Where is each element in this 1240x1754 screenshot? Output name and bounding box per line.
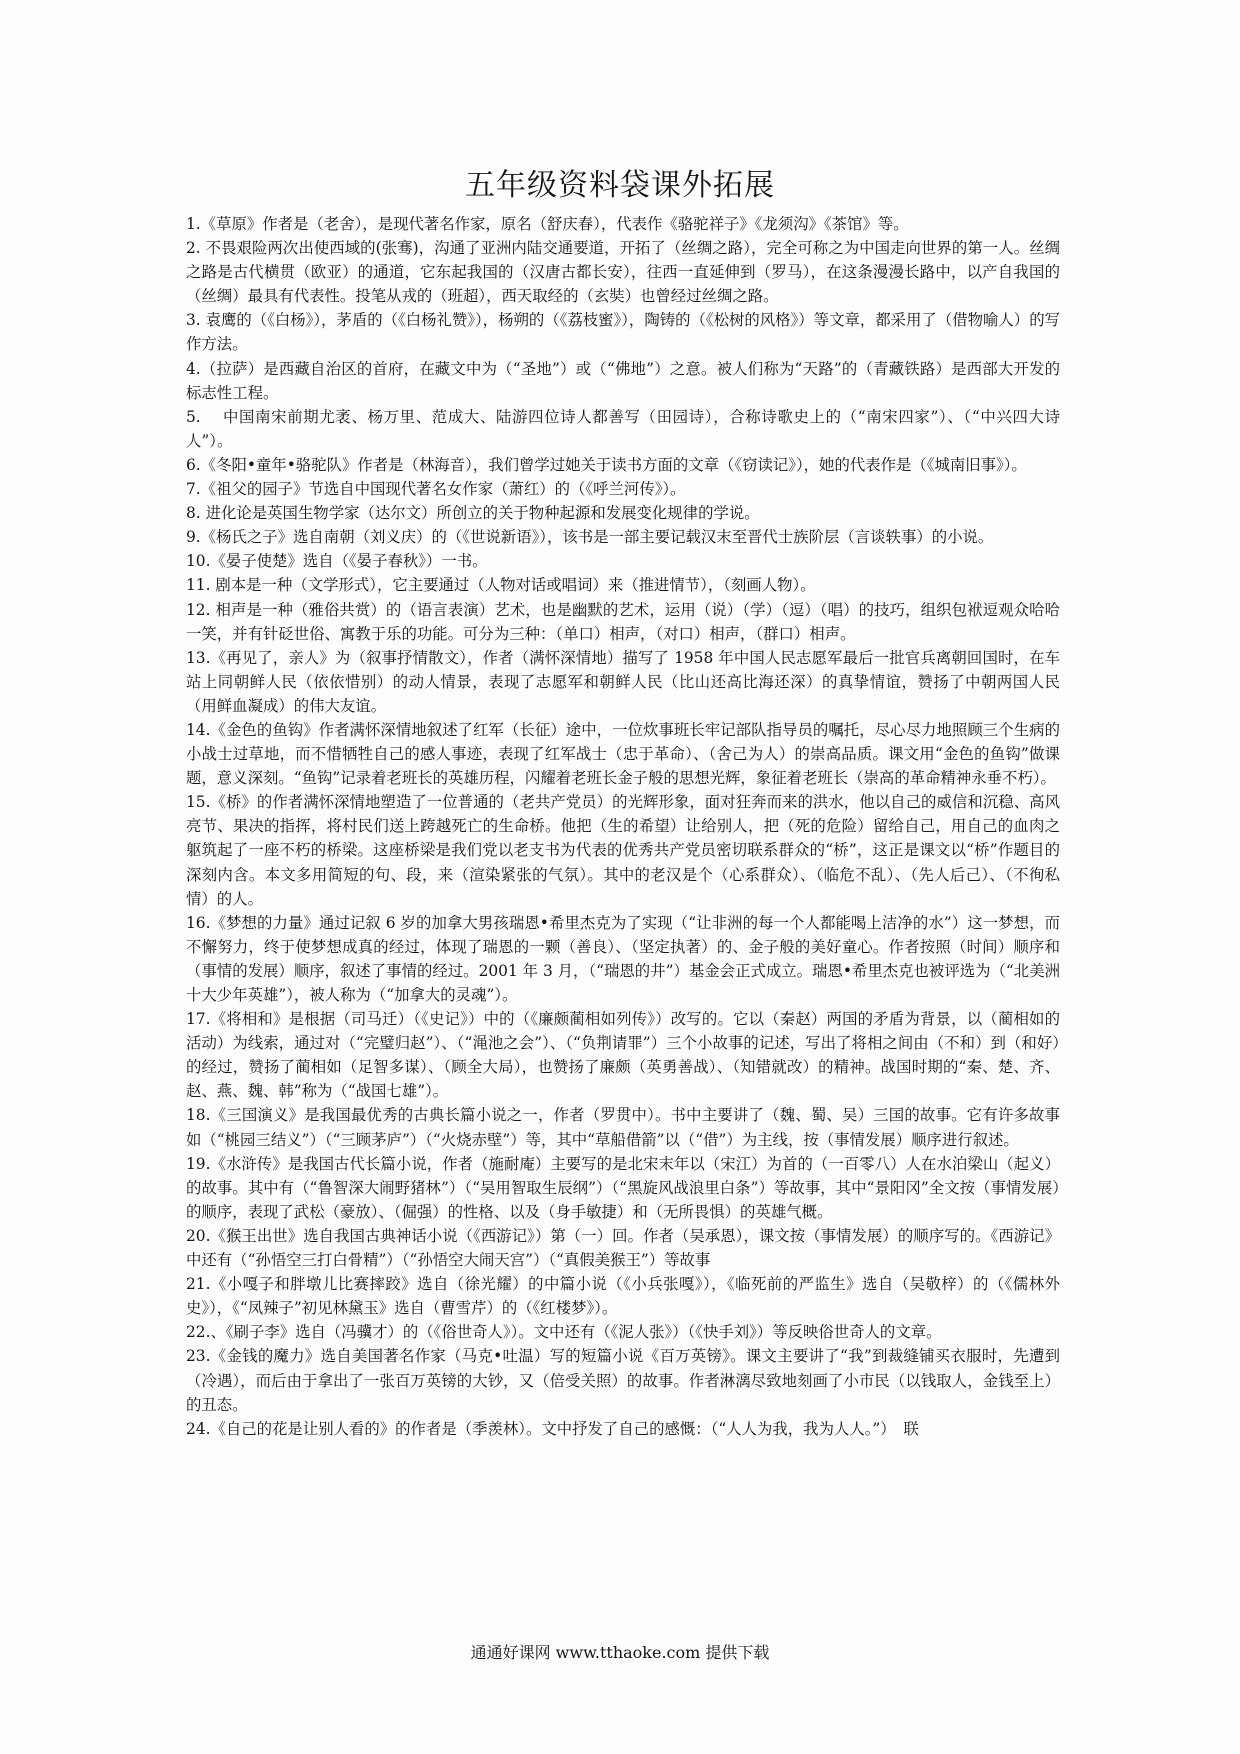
paragraph-item-5: 5. 中国南宋前期尤袤、杨万里、范成大、陆游四位诗人都善写（田园诗），合称诗歌史上的（“南宋四家”）、（“中兴四大诗人”）。	[186, 407, 1060, 450]
paragraph-item-13: 13.《再见了，亲人》为（叙事抒情散文），作者（满怀深情地）描写了 1958 年中国人民志愿军最后一批官兵离朝回国时，在车站上同朝鲜人民（依依惜别）的动人情景，表现了志愿军和朝鲜人民（比山还高比海还深）的真挚情谊，赞扬了中朝两国人民（用鲜血凝成）的伟大友谊。	[186, 648, 1060, 715]
paragraph-item-11: 11. 剧本是一种（文学形式），它主要通过（人物对话或唱词）来（推进情节），（刻画人物）。	[186, 576, 816, 595]
paragraph-item-10: 10.《晏子使楚》选自（《晏子春秋》）一书。	[186, 552, 488, 571]
paragraph-item-23: 23.《金钱的魔力》选自美国著名作家（马克•吐温）写的短篇小说《百万英镑》。课文主要讲了“我”到裁缝铺买衣服时，先遭到（冷遇），而后由于拿出了一张百万英镑的大钞，又（倍受关照）的故事。作者淋漓尽致地刻画了小市民（以钱取人，金钱至上）的丑态。	[186, 1347, 1060, 1414]
paragraph-item-19: 19.《水浒传》是我国古代长篇小说，作者（施耐庵）主要写的是北宋末年以（宋江）为首的（一百零八）人在水泊梁山（起义）的故事。其中有（“鲁智深大闹野猪林”）（“吴用智取生辰纲”）（“黑旋风战浪里白条”）等故事，其中“景阳冈”全文按（事情发展）的顺序，表现了武松（豪放）、（倔强）的性格、以及（身手敏捷）和（无所畏惧）的英雄气概。	[186, 1154, 1060, 1221]
paragraph-item-12: 12. 相声是一种（雅俗共赏）的（语言表演）艺术，也是幽默的艺术，运用（说）（学）（逗）（唱）的技巧，组织包袱逗观众哈哈一笑，并有针砭世俗、寓教于乐的功能。可分为三种：（单口）相声，（对口）相声，（群口）相声。	[186, 600, 1060, 643]
paragraph-item-6: 6.《冬阳•童年•骆驼队》作者是（林海音），我们曾学过她关于读书方面的文章（《窃读记》），她的代表作是（《城南旧事》）。	[186, 455, 1027, 474]
paragraph-item-9: 9.《杨氏之子》选自南朝（刘义庆）的（《世说新语》），该书是一部主要记载汉末至晋代士族阶层（言谈轶事）的小说。	[186, 528, 994, 547]
paragraph-item-15: 15.《桥》的作者满怀深情地塑造了一位普通的（老共产党员）的光辉形象，面对狂奔而来的洪水，他以自己的威信和沉稳、高风亮节、果决的指挥，将村民们送上跨越死亡的生命桥。他把（生的希望）让给别人，把（死的危险）留给自己，用自己的血肉之躯筑起了一座不朽的桥梁。这座桥梁是我们党以老支书为代表的优秀共产党员密切联系群众的“桥”，这正是课文以“桥”作题目的深刻内含。本文多用简短的句、段，来（渲染紧张的气氛）。其中的老汉是个（心系群众）、（临危不乱）、（先人后己）、（不徇私情）的人。	[186, 793, 1060, 908]
paragraph-item-4: 4.（拉萨）是西藏自治区的首府，在藏文中为（“圣地”）或（“佛地”）之意。被人们称为“天路”的（青藏铁路）是西部大开发的标志性工程。	[186, 359, 1060, 402]
paragraph-item-8: 8. 进化论是英国生物学家（达尔文）所创立的关于物种起源和发展变化规律的学说。	[186, 504, 760, 523]
paragraph-item-16: 16.《梦想的力量》通过记叙 6 岁的加拿大男孩瑞恩•希里杰克为了实现（“让非洲的每一个人都能喝上洁净的水”）这一梦想，而不懈努力，终于使梦想成真的经过，体现了瑞恩的一颗（善良）、（坚定执著）的、金子般的美好童心。作者按照（时间）顺序和（事情的发展）顺序，叙述了事情的经过。2001 年 3 月，（“瑞恩的井”）基金会正式成立。瑞恩•希里杰克也被评选为（“北美洲十大少年英雄”），被人称为（“加拿大的灵魂”）。	[186, 913, 1060, 1004]
paragraph-item-17: 17.《将相和》是根据（司马迁）（《史记》）中的（《廉颇蔺相如列传》）改写的。它以（秦赵）两国的矛盾为背景，以（蔺相如的活动）为线索，通过对（“完璧归赵”）、（“渑池之会”）、（“负荆请罪”）三个小故事的记述，写出了将相之间由（不和）到（和好）的经过，赞扬了蔺相如（足智多谋）、（顾全大局），也赞扬了廉颇（英勇善战）、（知错就改）的精神。战国时期的“秦、楚、齐、赵、燕、魏、韩”称为（“战国七雄”）。	[186, 1010, 1060, 1101]
page-footer: 通通好课网 www.tthaoke.com 提供下载	[470, 1643, 770, 1662]
document-body	[186, 212, 1060, 1441]
page-title: 五年级资料袋课外拓展	[465, 168, 775, 203]
paragraph-item-7: 7.《祖父的园子》节选自中国现代著名女作家（萧红）的（《呼兰河传》）。	[186, 480, 686, 499]
paragraph-item-14: 14.《金色的鱼钩》作者满怀深情地叙述了红军（长征）途中，一位炊事班长牢记部队指导员的嘱托，尽心尽力地照顾三个生病的小战士过草地，而不惜牺牲自己的感人事迹，表现了红军战士（忠于革命）、（舍己为人）的崇高品质。课文用“金色的鱼钩”做课题，意义深刻。“鱼钩”记录着老班长的英雄历程，闪耀着老班长金子般的思想光辉，象征着老班长（崇高的革命精神永垂不朽）。	[186, 720, 1060, 788]
paragraph-item-24: 24.《自己的花是让别人看的》的作者是（季羡林）。文中抒发了自己的感慨：（“人人为我，我为人人。”） 联	[186, 1419, 919, 1438]
paragraph-item-20: 20.《猴王出世》选自我国古典神话小说（《西游记》）第（一）回。作者（吴承恩），课文按（事情发展）的顺序写的。《西游记》中还有（“孙悟空三打白骨精”）（“孙悟空大闹天宫”）（“真假美猴王”）等故事	[186, 1226, 1060, 1270]
paragraph-item-1: 1.《草原》作者是（老舍），是现代著名作家，原名（舒庆春），代表作《骆驼祥子》《龙须沟》《茶馆》等。	[186, 215, 909, 233]
paragraph-item-21: 21.《小嘎子和胖墩儿比赛摔跤》选自（徐光耀）的中篇小说（《小兵张嘎》），《临死前的严监生》选自（吴敬梓）的（《儒林外史》），《“凤辣子”初见林黛玉》选自（曹雪芹）的（《红楼梦》）。	[186, 1275, 1060, 1318]
paragraph-item-22: 22.、《刷子李》选自（冯骥才）的（《俗世奇人》）。文中还有（《泥人张》）（《快手刘》）等反映俗世奇人的文章。	[186, 1323, 942, 1342]
paragraph-item-18: 18.《三国演义》是我国最优秀的古典长篇小说之一，作者（罗贯中）。书中主要讲了（魏、蜀、吴）三国的故事。它有许多故事如（“桃园三结义”）（“三顾茅庐”）（“火烧赤壁”）等，其中“草船借箭”以（“借”）为主线，按（事情发展）顺序进行叙述。	[186, 1106, 1060, 1149]
paragraph-item-2: 2. 不畏艰险两次出使西域的(张骞)，沟通了亚洲内陆交通要道，开拓了（丝绸之路），完全可称之为中国走向世界的第一人。丝绸之路是古代横贯（欧亚）的通道，它东起我国的（汉唐古都长安），往西一直延伸到（罗马），在这条漫漫长路中，以产自我国的（丝绸）最具有代表性。投笔从戎的（班超），西天取经的（玄奘）也曾经过丝绸之路。	[186, 239, 1060, 306]
paragraph-item-3: 3. 袁鹰的（《白杨》），茅盾的（《白杨礼赞》），杨朔的（《荔枝蜜》），陶铸的（《松树的风格》）等文章，都采用了（借物喻人）的写作方法。	[186, 311, 1060, 354]
